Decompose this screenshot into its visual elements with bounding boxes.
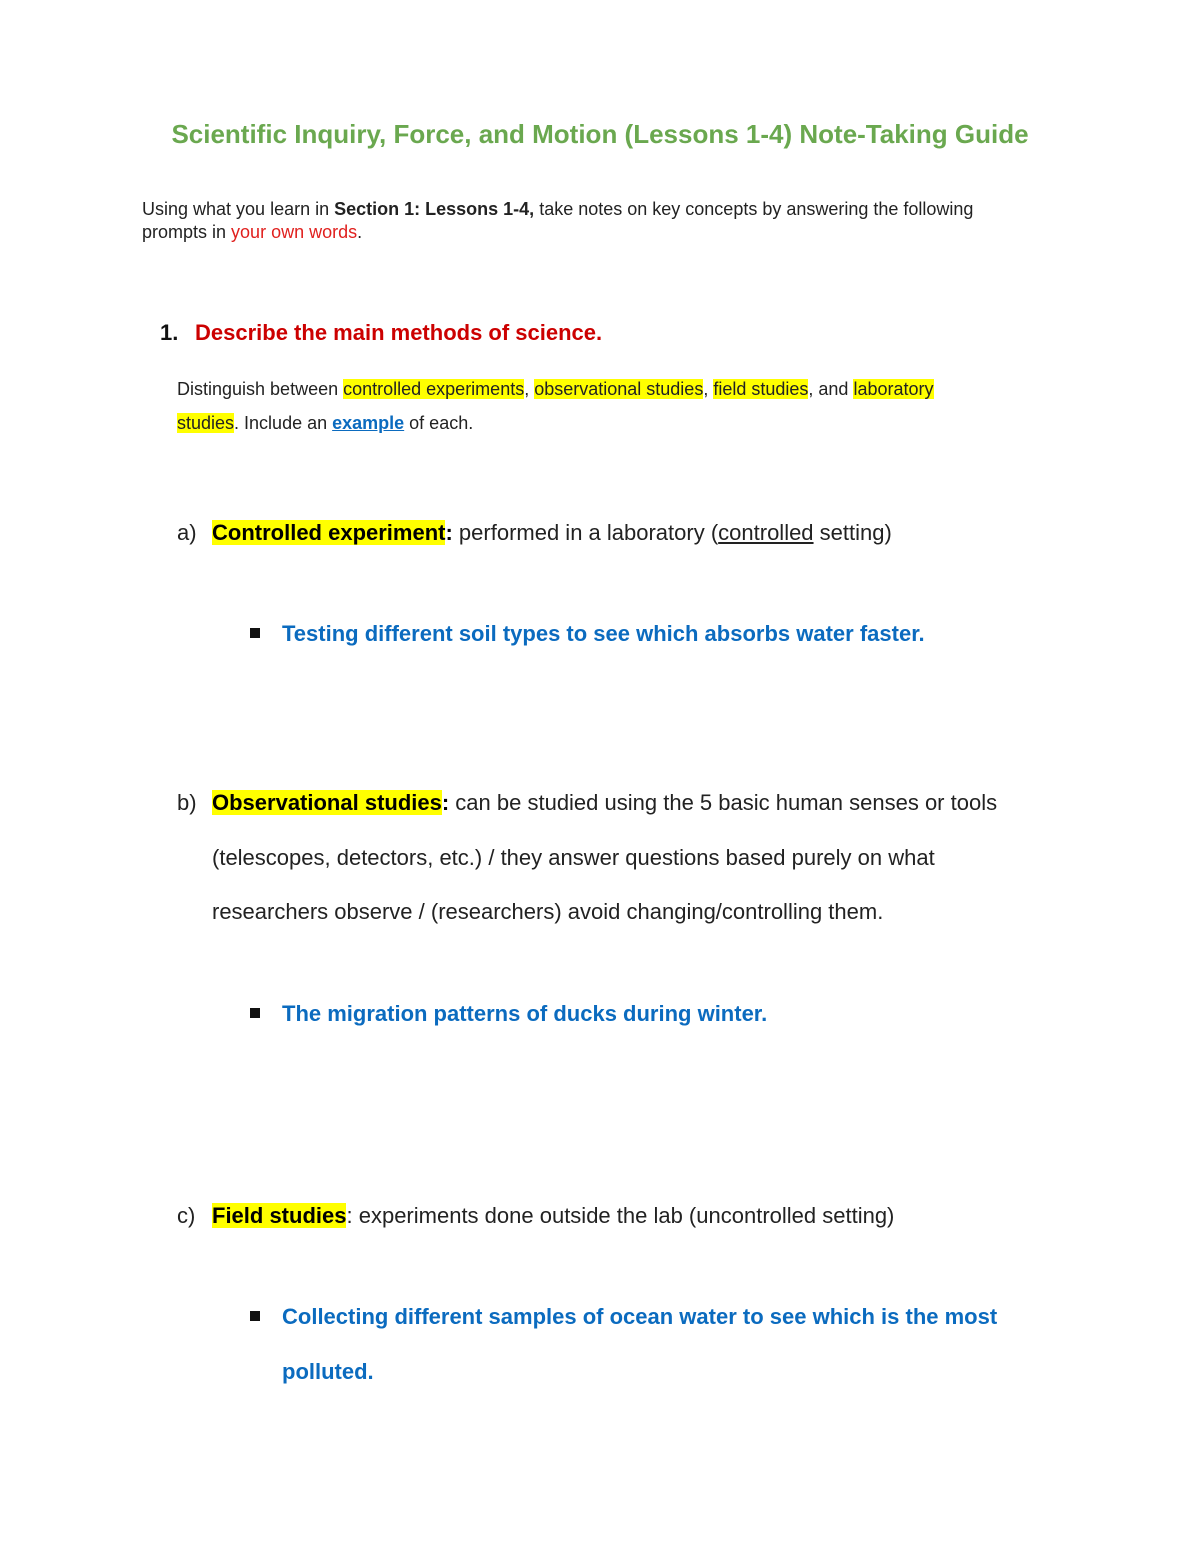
intro-emphasis: your own words [231,222,358,242]
instructions [177,372,934,440]
item-term: Observational studies [212,790,442,815]
example-text: The migration patterns of ducks during winter. [282,1001,768,1026]
highlight: controlled experiments [343,379,525,399]
example-line: Collecting different samples of ocean water to see which is the most [282,1304,998,1329]
item-letter: b) [177,790,197,815]
item-definition: performed in a laboratory ( [452,520,719,545]
intro-text: . [357,222,363,242]
item-field-studies [177,1189,894,1243]
item-term: Controlled experiment [212,520,446,545]
example-line: polluted. [282,1359,374,1384]
question-text: Describe the main methods of science. [195,320,603,345]
highlight: field studies [713,379,809,399]
document-title: Scientific Inquiry, Force, and Motion (Lessons 1-4) Note-Taking Guide [171,119,1029,149]
colon: : [346,1203,353,1228]
highlight: observational studies [534,379,704,399]
text: , and [808,379,854,399]
intro-bold: Section 1: Lessons 1-4, [334,199,535,219]
example-bullet [250,1289,997,1399]
underlined-word: controlled [718,520,814,545]
item-definition-line: researchers observe / (researchers) avoid changing/controlling them. [212,899,884,924]
text: . Include an [234,413,333,433]
item-term: Field studies [212,1203,347,1228]
example-bullet [250,606,925,661]
item-letter: c) [177,1203,196,1228]
intro-text: Using what you learn in [142,199,335,219]
text: , [703,379,714,399]
example-bullet [250,986,767,1041]
highlight: laboratory [853,379,934,399]
item-definition: experiments done outside the lab (uncontrolled setting) [352,1203,895,1228]
example-link[interactable]: example [332,413,405,433]
intro-paragraph [142,198,973,244]
item-definition: can be studied using the 5 basic human senses or tools [449,790,998,815]
colon: : [441,790,450,815]
highlight: studies [177,413,235,433]
item-observational-studies [177,776,997,830]
question-heading [160,320,602,346]
item-definition: setting) [813,520,892,545]
colon: : [445,520,453,545]
bullet-square-icon [250,1311,260,1321]
intro-text: take notes on key concepts by answering the following [534,199,974,219]
item-letter: a) [177,520,197,545]
example-text [282,1289,997,1399]
example-text: Testing different soil types to see which absorbs water faster. [282,621,925,646]
text: Distinguish between [177,379,344,399]
text: , [524,379,535,399]
text: of each. [404,413,474,433]
item-definition-line: (telescopes, detectors, etc.) / they answer questions based purely on what [212,845,935,870]
question-number: 1. [160,320,179,345]
intro-text: prompts in [142,222,232,242]
item-controlled-experiment [177,506,892,560]
bullet-square-icon [250,1008,260,1018]
bullet-square-icon [250,628,260,638]
